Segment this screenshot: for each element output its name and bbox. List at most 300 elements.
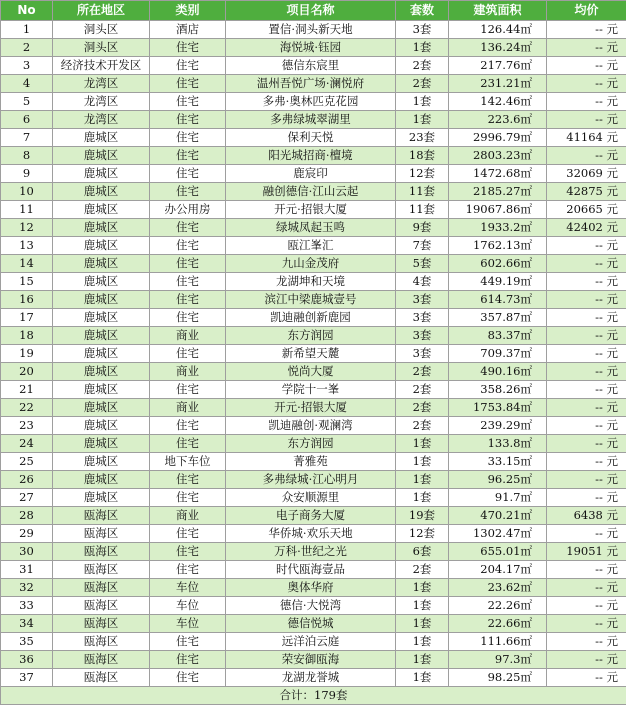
cell-area: 22.66㎡	[449, 615, 547, 633]
cell-units: 2套	[396, 57, 449, 75]
cell-units: 1套	[396, 669, 449, 687]
cell-area: 602.66㎡	[449, 255, 547, 273]
cell-no: 24	[1, 435, 53, 453]
cell-units: 6套	[396, 543, 449, 561]
cell-district: 瓯海区	[53, 561, 150, 579]
cell-units: 3套	[396, 309, 449, 327]
table-row	[1, 525, 626, 543]
cell-no: 4	[1, 75, 53, 93]
cell-area: 357.87㎡	[449, 309, 547, 327]
cell-category: 车位	[150, 579, 226, 597]
cell-district: 鹿城区	[53, 471, 150, 489]
cell-project: 新希望天麓	[226, 345, 396, 363]
table-row	[1, 327, 626, 345]
table-footer	[1, 687, 626, 705]
cell-no: 5	[1, 93, 53, 111]
cell-area: 223.6㎡	[449, 111, 547, 129]
cell-category: 住宅	[150, 669, 226, 687]
cell-units: 7套	[396, 237, 449, 255]
cell-price: -- 元	[547, 597, 626, 615]
cell-district: 瓯海区	[53, 669, 150, 687]
cell-price: -- 元	[547, 93, 626, 111]
cell-category: 住宅	[150, 75, 226, 93]
cell-units: 3套	[396, 291, 449, 309]
cell-units: 2套	[396, 561, 449, 579]
cell-district: 鹿城区	[53, 327, 150, 345]
cell-price: -- 元	[547, 111, 626, 129]
cell-category: 酒店	[150, 21, 226, 39]
cell-project: 阳光城招商·檀境	[226, 147, 396, 165]
cell-price: -- 元	[547, 291, 626, 309]
cell-district: 瓯海区	[53, 543, 150, 561]
cell-price: -- 元	[547, 633, 626, 651]
cell-price: 41164 元	[547, 129, 626, 147]
cell-units: 18套	[396, 147, 449, 165]
cell-project: 时代瓯海壹品	[226, 561, 396, 579]
cell-price: -- 元	[547, 363, 626, 381]
cell-district: 龙湾区	[53, 93, 150, 111]
cell-no: 6	[1, 111, 53, 129]
cell-area: 239.29㎡	[449, 417, 547, 435]
cell-price: -- 元	[547, 57, 626, 75]
cell-units: 1套	[396, 615, 449, 633]
cell-price: -- 元	[547, 21, 626, 39]
cell-area: 22.26㎡	[449, 597, 547, 615]
cell-project: 温州吾悦广场·澜悦府	[226, 75, 396, 93]
cell-area: 217.76㎡	[449, 57, 547, 75]
cell-area: 126.44㎡	[449, 21, 547, 39]
cell-category: 车位	[150, 597, 226, 615]
cell-district: 鹿城区	[53, 489, 150, 507]
cell-category: 住宅	[150, 111, 226, 129]
table-row	[1, 183, 626, 201]
cell-district: 鹿城区	[53, 165, 150, 183]
cell-area: 614.73㎡	[449, 291, 547, 309]
cell-project: 菁雅苑	[226, 453, 396, 471]
cell-units: 1套	[396, 471, 449, 489]
cell-price: 20665 元	[547, 201, 626, 219]
cell-category: 住宅	[150, 237, 226, 255]
cell-category: 住宅	[150, 129, 226, 147]
cell-units: 1套	[396, 39, 449, 57]
cell-project: 华侨城·欢乐天地	[226, 525, 396, 543]
cell-area: 91.7㎡	[449, 489, 547, 507]
cell-units: 2套	[396, 363, 449, 381]
cell-no: 37	[1, 669, 53, 687]
cell-district: 瓯海区	[53, 651, 150, 669]
cell-units: 2套	[396, 75, 449, 93]
cell-area: 655.01㎡	[449, 543, 547, 561]
cell-project: 远洋泊云庭	[226, 633, 396, 651]
cell-category: 住宅	[150, 471, 226, 489]
cell-district: 瓯海区	[53, 507, 150, 525]
cell-project: 德信悦城	[226, 615, 396, 633]
cell-project: 东方润园	[226, 327, 396, 345]
cell-area: 98.25㎡	[449, 669, 547, 687]
table-row	[1, 57, 626, 75]
cell-price: -- 元	[547, 345, 626, 363]
cell-no: 17	[1, 309, 53, 327]
cell-area: 490.16㎡	[449, 363, 547, 381]
cell-units: 19套	[396, 507, 449, 525]
cell-district: 鹿城区	[53, 183, 150, 201]
cell-category: 住宅	[150, 489, 226, 507]
table-row	[1, 75, 626, 93]
cell-no: 8	[1, 147, 53, 165]
cell-category: 住宅	[150, 543, 226, 561]
cell-district: 鹿城区	[53, 201, 150, 219]
cell-district: 龙湾区	[53, 75, 150, 93]
cell-area: 2185.27㎡	[449, 183, 547, 201]
cell-no: 31	[1, 561, 53, 579]
table-row	[1, 489, 626, 507]
table-row	[1, 453, 626, 471]
cell-area: 133.8㎡	[449, 435, 547, 453]
cell-units: 1套	[396, 633, 449, 651]
cell-district: 鹿城区	[53, 273, 150, 291]
cell-district: 龙湾区	[53, 111, 150, 129]
cell-project: 鹿宸印	[226, 165, 396, 183]
cell-district: 瓯海区	[53, 633, 150, 651]
table-row	[1, 597, 626, 615]
cell-price: -- 元	[547, 651, 626, 669]
cell-category: 住宅	[150, 273, 226, 291]
cell-district: 鹿城区	[53, 345, 150, 363]
cell-project: 海悦城·钰园	[226, 39, 396, 57]
header-project: 项目名称	[226, 1, 396, 21]
cell-price: -- 元	[547, 579, 626, 597]
cell-category: 住宅	[150, 381, 226, 399]
cell-project: 保利天悦	[226, 129, 396, 147]
table-row	[1, 201, 626, 219]
cell-units: 1套	[396, 453, 449, 471]
table-row	[1, 471, 626, 489]
cell-no: 11	[1, 201, 53, 219]
cell-category: 住宅	[150, 57, 226, 75]
cell-units: 1套	[396, 597, 449, 615]
cell-district: 瓯海区	[53, 615, 150, 633]
table-row	[1, 237, 626, 255]
cell-price: -- 元	[547, 615, 626, 633]
table-row	[1, 39, 626, 57]
cell-price: -- 元	[547, 39, 626, 57]
cell-category: 住宅	[150, 435, 226, 453]
cell-district: 鹿城区	[53, 381, 150, 399]
cell-district: 瓯海区	[53, 579, 150, 597]
cell-units: 11套	[396, 201, 449, 219]
cell-units: 1套	[396, 579, 449, 597]
cell-units: 3套	[396, 345, 449, 363]
cell-project: 德信东宸里	[226, 57, 396, 75]
table-row	[1, 669, 626, 687]
cell-project: 电子商务大厦	[226, 507, 396, 525]
cell-price: -- 元	[547, 75, 626, 93]
header-units: 套数	[396, 1, 449, 21]
cell-price: 19051 元	[547, 543, 626, 561]
table-row	[1, 255, 626, 273]
table-row	[1, 147, 626, 165]
cell-area: 231.21㎡	[449, 75, 547, 93]
cell-project: 瓯江峯汇	[226, 237, 396, 255]
cell-category: 住宅	[150, 417, 226, 435]
header-no: No	[1, 1, 53, 21]
table-row	[1, 561, 626, 579]
cell-project: 荣安御瓯海	[226, 651, 396, 669]
total-count: 合计：179套	[1, 687, 626, 705]
cell-category: 住宅	[150, 561, 226, 579]
cell-category: 住宅	[150, 633, 226, 651]
cell-units: 11套	[396, 183, 449, 201]
table-row	[1, 111, 626, 129]
cell-no: 36	[1, 651, 53, 669]
cell-category: 住宅	[150, 291, 226, 309]
cell-project: 众安顺源里	[226, 489, 396, 507]
cell-project: 开元·招银大厦	[226, 201, 396, 219]
cell-price: -- 元	[547, 327, 626, 345]
table-row	[1, 273, 626, 291]
cell-price: 42402 元	[547, 219, 626, 237]
table-row	[1, 633, 626, 651]
cell-units: 2套	[396, 417, 449, 435]
cell-price: -- 元	[547, 525, 626, 543]
cell-area: 136.24㎡	[449, 39, 547, 57]
cell-district: 鹿城区	[53, 417, 150, 435]
cell-no: 18	[1, 327, 53, 345]
cell-no: 34	[1, 615, 53, 633]
cell-area: 1933.2㎡	[449, 219, 547, 237]
cell-no: 15	[1, 273, 53, 291]
cell-area: 1302.47㎡	[449, 525, 547, 543]
table-row	[1, 615, 626, 633]
cell-price: -- 元	[547, 435, 626, 453]
table-row	[1, 219, 626, 237]
cell-district: 瓯海区	[53, 597, 150, 615]
cell-price: -- 元	[547, 489, 626, 507]
cell-district: 鹿城区	[53, 291, 150, 309]
table-header	[1, 1, 626, 21]
cell-price: -- 元	[547, 255, 626, 273]
cell-category: 住宅	[150, 93, 226, 111]
cell-no: 25	[1, 453, 53, 471]
cell-area: 1762.13㎡	[449, 237, 547, 255]
cell-district: 鹿城区	[53, 255, 150, 273]
cell-no: 16	[1, 291, 53, 309]
cell-area: 97.3㎡	[449, 651, 547, 669]
cell-category: 商业	[150, 327, 226, 345]
cell-district: 鹿城区	[53, 147, 150, 165]
cell-project: 凯迪融创新鹿园	[226, 309, 396, 327]
cell-district: 鹿城区	[53, 237, 150, 255]
header-district: 所在地区	[53, 1, 150, 21]
cell-no: 3	[1, 57, 53, 75]
cell-category: 商业	[150, 507, 226, 525]
cell-area: 19067.86㎡	[449, 201, 547, 219]
cell-project: 融创德信·江山云起	[226, 183, 396, 201]
cell-project: 多弗绿城翠湖里	[226, 111, 396, 129]
cell-units: 3套	[396, 327, 449, 345]
cell-no: 21	[1, 381, 53, 399]
cell-project: 多弗·奥林匹克花园	[226, 93, 396, 111]
cell-area: 111.66㎡	[449, 633, 547, 651]
cell-no: 28	[1, 507, 53, 525]
cell-price: -- 元	[547, 561, 626, 579]
cell-area: 2996.79㎡	[449, 129, 547, 147]
cell-price: -- 元	[547, 399, 626, 417]
cell-area: 2803.23㎡	[449, 147, 547, 165]
cell-area: 358.26㎡	[449, 381, 547, 399]
cell-no: 13	[1, 237, 53, 255]
table-row	[1, 129, 626, 147]
cell-area: 83.37㎡	[449, 327, 547, 345]
header-avg-price: 均价	[547, 1, 626, 21]
cell-area: 142.46㎡	[449, 93, 547, 111]
cell-units: 2套	[396, 399, 449, 417]
table-row	[1, 345, 626, 363]
cell-district: 鹿城区	[53, 363, 150, 381]
cell-units: 5套	[396, 255, 449, 273]
cell-area: 1472.68㎡	[449, 165, 547, 183]
table-row	[1, 435, 626, 453]
cell-no: 29	[1, 525, 53, 543]
cell-category: 住宅	[150, 183, 226, 201]
cell-units: 1套	[396, 651, 449, 669]
cell-area: 23.62㎡	[449, 579, 547, 597]
table-row	[1, 93, 626, 111]
cell-no: 9	[1, 165, 53, 183]
cell-district: 瓯海区	[53, 525, 150, 543]
cell-district: 鹿城区	[53, 309, 150, 327]
cell-category: 住宅	[150, 219, 226, 237]
cell-no: 35	[1, 633, 53, 651]
cell-district: 鹿城区	[53, 453, 150, 471]
cell-category: 住宅	[150, 525, 226, 543]
cell-no: 22	[1, 399, 53, 417]
cell-units: 23套	[396, 129, 449, 147]
cell-area: 709.37㎡	[449, 345, 547, 363]
cell-project: 凯迪融创·观澜湾	[226, 417, 396, 435]
header-category: 类别	[150, 1, 226, 21]
cell-no: 27	[1, 489, 53, 507]
cell-price: 6438 元	[547, 507, 626, 525]
cell-price: -- 元	[547, 669, 626, 687]
table-row	[1, 381, 626, 399]
cell-category: 商业	[150, 399, 226, 417]
table-row	[1, 579, 626, 597]
cell-no: 32	[1, 579, 53, 597]
cell-category: 住宅	[150, 147, 226, 165]
cell-units: 3套	[396, 21, 449, 39]
cell-area: 1753.84㎡	[449, 399, 547, 417]
table-row	[1, 543, 626, 561]
cell-project: 德信·大悦湾	[226, 597, 396, 615]
cell-price: -- 元	[547, 273, 626, 291]
cell-category: 住宅	[150, 39, 226, 57]
cell-area: 33.15㎡	[449, 453, 547, 471]
cell-area: 470.21㎡	[449, 507, 547, 525]
cell-price: 32069 元	[547, 165, 626, 183]
cell-category: 办公用房	[150, 201, 226, 219]
table-row	[1, 417, 626, 435]
table-row	[1, 363, 626, 381]
header-area: 建筑面积	[449, 1, 547, 21]
cell-project: 开元·招银大厦	[226, 399, 396, 417]
cell-project: 滨江中梁鹿城壹号	[226, 291, 396, 309]
cell-district: 洞头区	[53, 21, 150, 39]
cell-units: 9套	[396, 219, 449, 237]
cell-district: 洞头区	[53, 39, 150, 57]
cell-project: 绿城凤起玉鸣	[226, 219, 396, 237]
cell-no: 14	[1, 255, 53, 273]
cell-category: 住宅	[150, 345, 226, 363]
cell-units: 2套	[396, 381, 449, 399]
cell-project: 置信·洞头新天地	[226, 21, 396, 39]
cell-category: 商业	[150, 363, 226, 381]
cell-units: 1套	[396, 489, 449, 507]
cell-project: 万科·世纪之光	[226, 543, 396, 561]
table-row	[1, 165, 626, 183]
cell-price: -- 元	[547, 381, 626, 399]
cell-category: 地下车位	[150, 453, 226, 471]
cell-price: -- 元	[547, 417, 626, 435]
table-body	[1, 21, 626, 687]
cell-units: 12套	[396, 525, 449, 543]
cell-project: 东方润园	[226, 435, 396, 453]
cell-no: 20	[1, 363, 53, 381]
cell-project: 龙湖龙誉城	[226, 669, 396, 687]
cell-project: 多弗绿城·江心明月	[226, 471, 396, 489]
cell-project: 悦尚大厦	[226, 363, 396, 381]
cell-price: 42875 元	[547, 183, 626, 201]
cell-district: 鹿城区	[53, 435, 150, 453]
cell-price: -- 元	[547, 471, 626, 489]
table-row	[1, 291, 626, 309]
table-row	[1, 399, 626, 417]
cell-no: 19	[1, 345, 53, 363]
table-row	[1, 651, 626, 669]
cell-project: 学院十一峯	[226, 381, 396, 399]
cell-price: -- 元	[547, 453, 626, 471]
cell-no: 23	[1, 417, 53, 435]
cell-area: 96.25㎡	[449, 471, 547, 489]
cell-price: -- 元	[547, 309, 626, 327]
cell-area: 449.19㎡	[449, 273, 547, 291]
cell-no: 33	[1, 597, 53, 615]
cell-units: 4套	[396, 273, 449, 291]
cell-category: 住宅	[150, 309, 226, 327]
cell-project: 奥体华府	[226, 579, 396, 597]
cell-units: 1套	[396, 111, 449, 129]
cell-project: 龙湖坤和天境	[226, 273, 396, 291]
cell-district: 鹿城区	[53, 399, 150, 417]
cell-area: 204.17㎡	[449, 561, 547, 579]
cell-category: 住宅	[150, 255, 226, 273]
cell-district: 鹿城区	[53, 129, 150, 147]
cell-units: 1套	[396, 93, 449, 111]
cell-no: 7	[1, 129, 53, 147]
cell-price: -- 元	[547, 237, 626, 255]
cell-district: 鹿城区	[53, 219, 150, 237]
cell-category: 住宅	[150, 165, 226, 183]
cell-price: -- 元	[547, 147, 626, 165]
table-row	[1, 507, 626, 525]
table-row	[1, 21, 626, 39]
cell-units: 12套	[396, 165, 449, 183]
cell-district: 经济技术开发区	[53, 57, 150, 75]
cell-category: 住宅	[150, 651, 226, 669]
cell-category: 车位	[150, 615, 226, 633]
cell-no: 1	[1, 21, 53, 39]
cell-no: 2	[1, 39, 53, 57]
